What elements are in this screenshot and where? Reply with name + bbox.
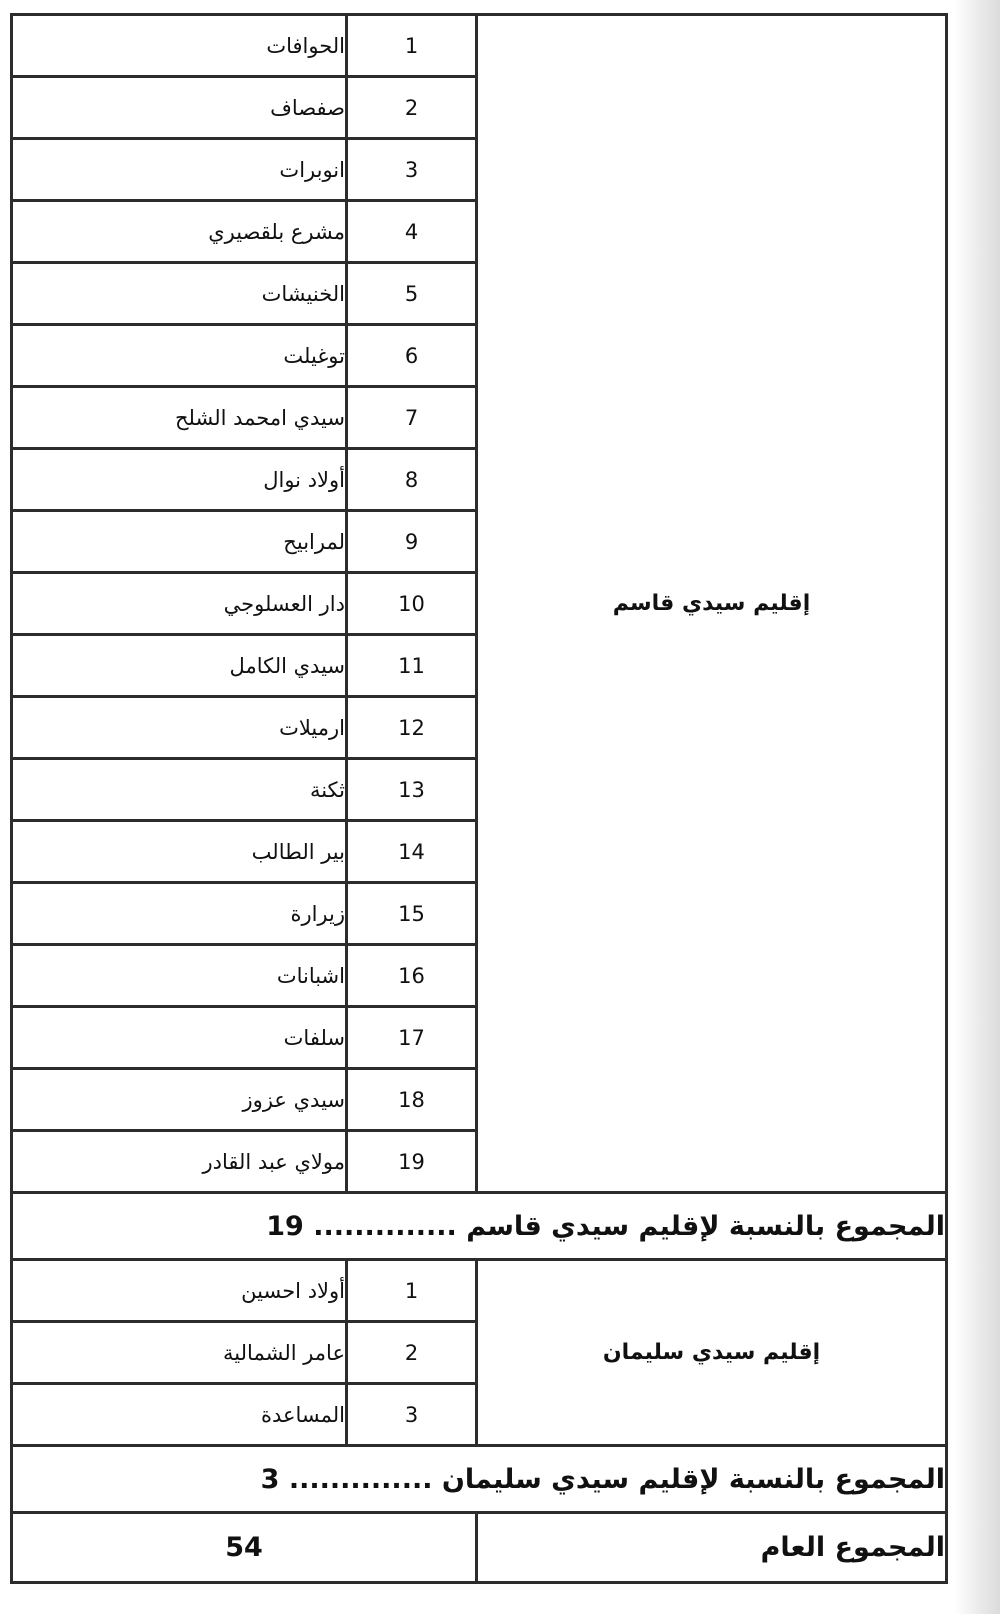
commune-number: 1 — [347, 15, 477, 77]
commune-name: أولاد احسين — [12, 1260, 347, 1322]
commune-number: 16 — [347, 945, 477, 1007]
grand-total-row — [12, 1513, 947, 1583]
commune-number: 12 — [347, 697, 477, 759]
grand-total-value: 54 — [12, 1513, 477, 1583]
commune-number: 9 — [347, 511, 477, 573]
commune-name: مشرع بلقصيري — [12, 201, 347, 263]
commune-name: بير الطالب — [12, 821, 347, 883]
commune-number: 11 — [347, 635, 477, 697]
commune-number: 3 — [347, 1384, 477, 1446]
commune-number: 19 — [347, 1131, 477, 1193]
commune-name: ثكنة — [12, 759, 347, 821]
province-name: إقليم سيدي سليمان — [477, 1260, 947, 1446]
commune-name: سيدي امحمد الشلح — [12, 387, 347, 449]
commune-name: أولاد نوال — [12, 449, 347, 511]
commune-name: لمرابيح — [12, 511, 347, 573]
commune-number: 18 — [347, 1069, 477, 1131]
commune-number: 3 — [347, 139, 477, 201]
province-name: إقليم سيدي قاسم — [477, 15, 947, 1193]
commune-number: 2 — [347, 1322, 477, 1384]
commune-number: 14 — [347, 821, 477, 883]
communes-table-body — [12, 15, 947, 1583]
commune-name: الخنيشات — [12, 263, 347, 325]
commune-name: سيدي عزوز — [12, 1069, 347, 1131]
commune-row — [12, 15, 947, 77]
commune-name: زيرارة — [12, 883, 347, 945]
province-subtotal: المجموع بالنسبة لإقليم سيدي سليمان .............. 3 — [12, 1446, 947, 1513]
commune-number: 15 — [347, 883, 477, 945]
commune-name: توغيلت — [12, 325, 347, 387]
commune-row — [12, 1260, 947, 1322]
commune-name: المساعدة — [12, 1384, 347, 1446]
commune-number: 13 — [347, 759, 477, 821]
commune-number: 1 — [347, 1260, 477, 1322]
grand-total-label: المجموع العام — [477, 1513, 947, 1583]
commune-name: دار العسلوجي — [12, 573, 347, 635]
commune-number: 6 — [347, 325, 477, 387]
commune-number: 10 — [347, 573, 477, 635]
commune-name: صفصاف — [12, 77, 347, 139]
commune-name: الحوافات — [12, 15, 347, 77]
commune-name: سلفات — [12, 1007, 347, 1069]
commune-name: عامر الشمالية — [12, 1322, 347, 1384]
commune-number: 4 — [347, 201, 477, 263]
communes-table — [10, 13, 948, 1584]
province-subtotal: المجموع بالنسبة لإقليم سيدي قاسم .............. 19 — [12, 1193, 947, 1260]
commune-name: اشبانات — [12, 945, 347, 1007]
commune-name: انوبرات — [12, 139, 347, 201]
commune-name: مولاي عبد القادر — [12, 1131, 347, 1193]
province-subtotal-row — [12, 1193, 947, 1260]
commune-number: 2 — [347, 77, 477, 139]
commune-number: 7 — [347, 387, 477, 449]
commune-name: سيدي الكامل — [12, 635, 347, 697]
commune-number: 17 — [347, 1007, 477, 1069]
province-subtotal-row — [12, 1446, 947, 1513]
page-edge-shadow — [954, 0, 1000, 1614]
commune-number: 5 — [347, 263, 477, 325]
commune-name: ارميلات — [12, 697, 347, 759]
commune-number: 8 — [347, 449, 477, 511]
